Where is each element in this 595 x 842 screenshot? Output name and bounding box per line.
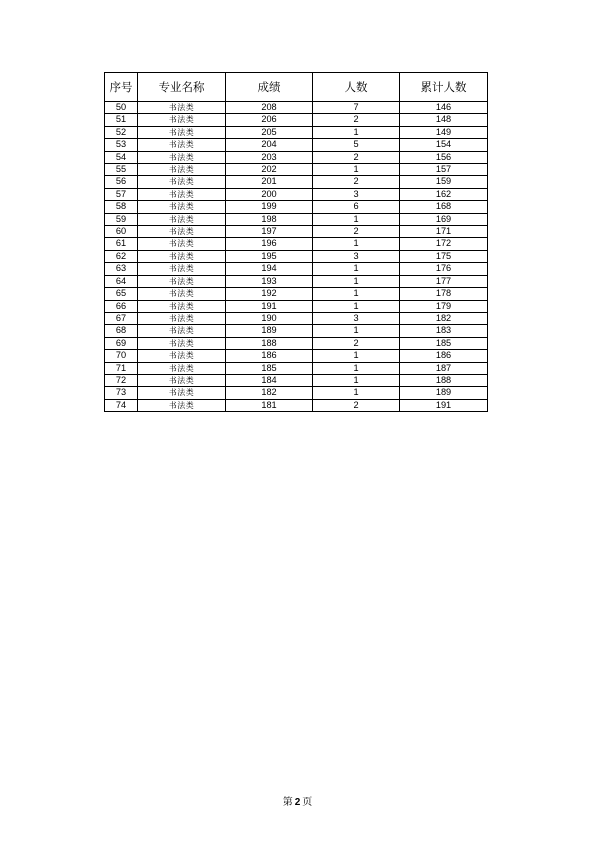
cell-count: 2	[313, 226, 400, 238]
cell-count: 5	[313, 139, 400, 151]
table-row	[105, 151, 488, 163]
footer-prefix: 第	[282, 797, 293, 808]
cell-index: 55	[105, 164, 138, 176]
cell-score: 182	[226, 387, 313, 399]
cell-score: 190	[226, 312, 313, 324]
cell-count: 3	[313, 188, 400, 200]
cell-index: 57	[105, 188, 138, 200]
cell-major: 书法类	[138, 275, 226, 287]
cell-count: 2	[313, 176, 400, 188]
table-row	[105, 288, 488, 300]
table-row	[105, 201, 488, 213]
table-row	[105, 250, 488, 262]
cell-count: 1	[313, 263, 400, 275]
cell-score: 193	[226, 275, 313, 287]
cell-major: 书法类	[138, 102, 226, 114]
cell-major: 书法类	[138, 374, 226, 386]
cell-major: 书法类	[138, 126, 226, 138]
cell-cumulative: 157	[400, 164, 488, 176]
cell-count: 1	[313, 275, 400, 287]
cell-cumulative: 182	[400, 312, 488, 324]
cell-cumulative: 159	[400, 176, 488, 188]
cell-count: 1	[313, 325, 400, 337]
cell-score: 186	[226, 350, 313, 362]
table-row	[105, 139, 488, 151]
cell-cumulative: 188	[400, 374, 488, 386]
table-row	[105, 374, 488, 386]
cell-major: 书法类	[138, 288, 226, 300]
table-row	[105, 387, 488, 399]
cell-score: 181	[226, 399, 313, 411]
cell-major: 书法类	[138, 362, 226, 374]
header-index: 序号	[105, 73, 138, 102]
cell-count: 1	[313, 126, 400, 138]
table-row	[105, 312, 488, 324]
cell-index: 63	[105, 263, 138, 275]
cell-index: 67	[105, 312, 138, 324]
cell-index: 58	[105, 201, 138, 213]
cell-score: 191	[226, 300, 313, 312]
cell-index: 71	[105, 362, 138, 374]
cell-score: 189	[226, 325, 313, 337]
cell-index: 60	[105, 226, 138, 238]
cell-cumulative: 179	[400, 300, 488, 312]
cell-major: 书法类	[138, 151, 226, 163]
cell-cumulative: 189	[400, 387, 488, 399]
cell-major: 书法类	[138, 164, 226, 176]
cell-score: 201	[226, 176, 313, 188]
table-row	[105, 362, 488, 374]
cell-count: 7	[313, 102, 400, 114]
cell-cumulative: 146	[400, 102, 488, 114]
cell-score: 205	[226, 126, 313, 138]
table-row	[105, 350, 488, 362]
cell-cumulative: 171	[400, 226, 488, 238]
cell-major: 书法类	[138, 250, 226, 262]
cell-score: 195	[226, 250, 313, 262]
cell-score: 196	[226, 238, 313, 250]
cell-score: 199	[226, 201, 313, 213]
cell-index: 62	[105, 250, 138, 262]
cell-score: 208	[226, 102, 313, 114]
header-cumulative-count: 累计人数	[400, 73, 488, 102]
cell-index: 50	[105, 102, 138, 114]
table-row	[105, 263, 488, 275]
table-row	[105, 126, 488, 138]
page-footer	[0, 793, 595, 808]
cell-major: 书法类	[138, 312, 226, 324]
cell-score: 188	[226, 337, 313, 349]
table-row	[105, 164, 488, 176]
cell-cumulative: 175	[400, 250, 488, 262]
cell-major: 书法类	[138, 139, 226, 151]
cell-cumulative: 186	[400, 350, 488, 362]
cell-cumulative: 149	[400, 126, 488, 138]
cell-score: 184	[226, 374, 313, 386]
cell-cumulative: 177	[400, 275, 488, 287]
cell-score: 185	[226, 362, 313, 374]
cell-count: 1	[313, 350, 400, 362]
cell-count: 2	[313, 114, 400, 126]
cell-count: 1	[313, 213, 400, 225]
cell-major: 书法类	[138, 337, 226, 349]
cell-index: 59	[105, 213, 138, 225]
cell-index: 74	[105, 399, 138, 411]
table-row	[105, 188, 488, 200]
cell-index: 69	[105, 337, 138, 349]
cell-count: 1	[313, 387, 400, 399]
cell-cumulative: 185	[400, 337, 488, 349]
cell-major: 书法类	[138, 263, 226, 275]
cell-score: 194	[226, 263, 313, 275]
cell-major: 书法类	[138, 399, 226, 411]
cell-count: 1	[313, 164, 400, 176]
cell-major: 书法类	[138, 387, 226, 399]
cell-cumulative: 148	[400, 114, 488, 126]
cell-index: 68	[105, 325, 138, 337]
cell-cumulative: 178	[400, 288, 488, 300]
table-row	[105, 325, 488, 337]
header-count: 人数	[313, 73, 400, 102]
cell-major: 书法类	[138, 300, 226, 312]
cell-score: 192	[226, 288, 313, 300]
header-major-name: 专业名称	[138, 73, 226, 102]
cell-major: 书法类	[138, 201, 226, 213]
cell-index: 70	[105, 350, 138, 362]
cell-major: 书法类	[138, 176, 226, 188]
cell-cumulative: 172	[400, 238, 488, 250]
cell-cumulative: 154	[400, 139, 488, 151]
cell-cumulative: 168	[400, 201, 488, 213]
cell-score: 197	[226, 226, 313, 238]
cell-cumulative: 187	[400, 362, 488, 374]
cell-count: 1	[313, 288, 400, 300]
cell-cumulative: 169	[400, 213, 488, 225]
cell-count: 6	[313, 201, 400, 213]
table-row	[105, 114, 488, 126]
cell-count: 2	[313, 337, 400, 349]
cell-count: 1	[313, 300, 400, 312]
cell-major: 书法类	[138, 213, 226, 225]
table-header-row	[105, 73, 488, 102]
cell-score: 206	[226, 114, 313, 126]
cell-index: 51	[105, 114, 138, 126]
cell-major: 书法类	[138, 350, 226, 362]
cell-count: 3	[313, 312, 400, 324]
score-table	[104, 72, 488, 412]
cell-index: 73	[105, 387, 138, 399]
cell-count: 2	[313, 399, 400, 411]
table-row	[105, 176, 488, 188]
cell-index: 66	[105, 300, 138, 312]
cell-major: 书法类	[138, 226, 226, 238]
table-row	[105, 226, 488, 238]
table-row	[105, 275, 488, 287]
cell-index: 56	[105, 176, 138, 188]
footer-suffix: 页	[302, 797, 313, 808]
cell-cumulative: 156	[400, 151, 488, 163]
cell-index: 64	[105, 275, 138, 287]
cell-major: 书法类	[138, 325, 226, 337]
table-row	[105, 399, 488, 411]
cell-cumulative: 191	[400, 399, 488, 411]
table-row	[105, 300, 488, 312]
cell-score: 202	[226, 164, 313, 176]
table-row	[105, 102, 488, 114]
cell-count: 1	[313, 374, 400, 386]
cell-count: 1	[313, 238, 400, 250]
cell-cumulative: 183	[400, 325, 488, 337]
cell-score: 200	[226, 188, 313, 200]
header-score: 成绩	[226, 73, 313, 102]
cell-major: 书法类	[138, 188, 226, 200]
cell-index: 53	[105, 139, 138, 151]
cell-index: 65	[105, 288, 138, 300]
cell-index: 61	[105, 238, 138, 250]
cell-major: 书法类	[138, 114, 226, 126]
cell-index: 72	[105, 374, 138, 386]
cell-count: 2	[313, 151, 400, 163]
cell-index: 54	[105, 151, 138, 163]
cell-cumulative: 162	[400, 188, 488, 200]
page-number: 2	[294, 797, 301, 808]
cell-count: 3	[313, 250, 400, 262]
cell-major: 书法类	[138, 238, 226, 250]
cell-count: 1	[313, 362, 400, 374]
cell-index: 52	[105, 126, 138, 138]
cell-score: 204	[226, 139, 313, 151]
table-row	[105, 337, 488, 349]
table-body	[105, 102, 488, 412]
cell-cumulative: 176	[400, 263, 488, 275]
table-row	[105, 238, 488, 250]
table-row	[105, 213, 488, 225]
cell-score: 198	[226, 213, 313, 225]
cell-score: 203	[226, 151, 313, 163]
